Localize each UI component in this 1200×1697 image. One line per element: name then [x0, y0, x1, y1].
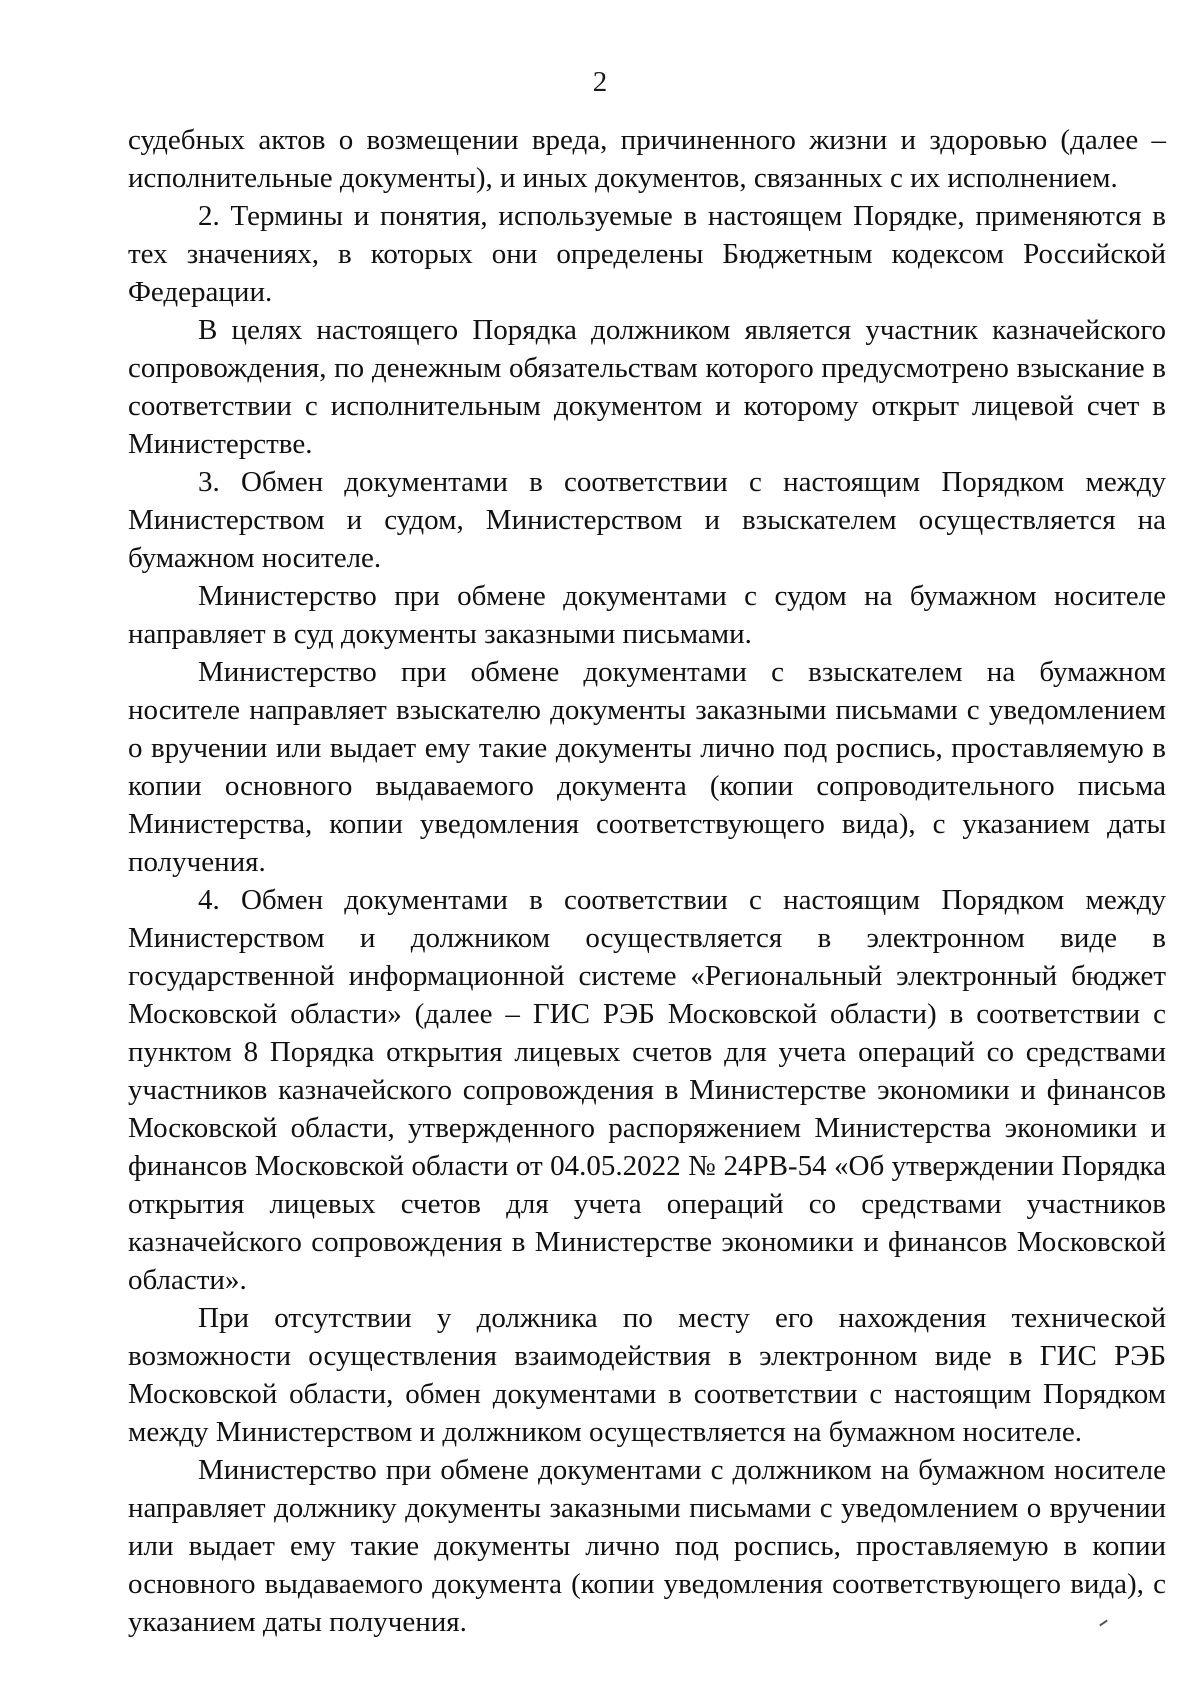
paragraph-no-technical-means: При отсутствии у должника по месту его нахождения технической возможности осуществления взаимодействия в электронном виде в ГИС РЭБ Московской области, обмен документами в соответствии с настоящим Порядком между Министерством и должником осуществляется на бумажном носителе.	[128, 1302, 1166, 1448]
paragraph-claimant-exchange: Министерство при обмене документами с взыскателем на бумажном носителе направляет взыскателю документы заказными письмами с уведомлением о вручении или выдает ему такие документы лично под роспись, проставляемую в копии основного выдаваемого документа (копии сопроводительного письма Министерства, копии уведомления соответствующего вида), с указанием даты получения.	[128, 656, 1166, 878]
paragraph-debtor-definition: В целях настоящего Порядка должником является участник казначейского сопровождения, по денежным обязательствам которого предусмотрено взыскание в соответствии с исполнительным документом и которому открыт лицевой счет в Министерстве.	[128, 314, 1166, 460]
paragraph-clause-2: 2. Термины и понятия, используемые в настоящем Порядке, применяются в тех значениях, в которых они определены Бюджетным кодексом Российской Федерации.	[128, 200, 1166, 308]
paragraph-debtor-paper-exchange: Министерство при обмене документами с должником на бумажном носителе направляет должнику документы заказными письмами с уведомлением о вручении или выдает ему такие документы лично под роспись, проставляемую в копии основного выдаваемого документа (копии уведомления соответствующего вида), с указанием даты получения.	[128, 1454, 1166, 1638]
paragraph-continuation: судебных актов о возмещении вреда, причиненного жизни и здоровью (далее – исполнительные документы), и иных документов, связанных с их исполнением.	[128, 124, 1166, 194]
paragraph-clause-3: 3. Обмен документами в соответствии с настоящим Порядком между Министерством и судом, Министерством и взыскателем осуществляется на бумажном носителе.	[128, 466, 1166, 574]
paragraph-clause-4: 4. Обмен документами в соответствии с настоящим Порядком между Министерством и должником осуществляется в электронном виде в государственной информационной системе «Региональный электронный бюджет Московской области» (далее – ГИС РЭБ Московской области) в соответствии с пунктом 8 Порядка открытия лицевых счетов для учета операций со средствами участников казначейского сопровождения в Министерстве экономики и финансов Московской области, утвержденного распоряжением Министерства экономики и финансов Московской области от 04.05.2022 № 24РВ-54 «Об утверждении Порядка открытия лицевых счетов для учета операций со средствами участников казначейского сопровождения в Министерстве экономики и финансов Московской области».	[128, 884, 1166, 1296]
paragraph-court-exchange: Министерство при обмене документами с судом на бумажном носителе направляет в суд документы заказными письмами.	[128, 580, 1166, 650]
document-body	[128, 121, 1166, 1641]
page-number: 2	[592, 66, 608, 98]
